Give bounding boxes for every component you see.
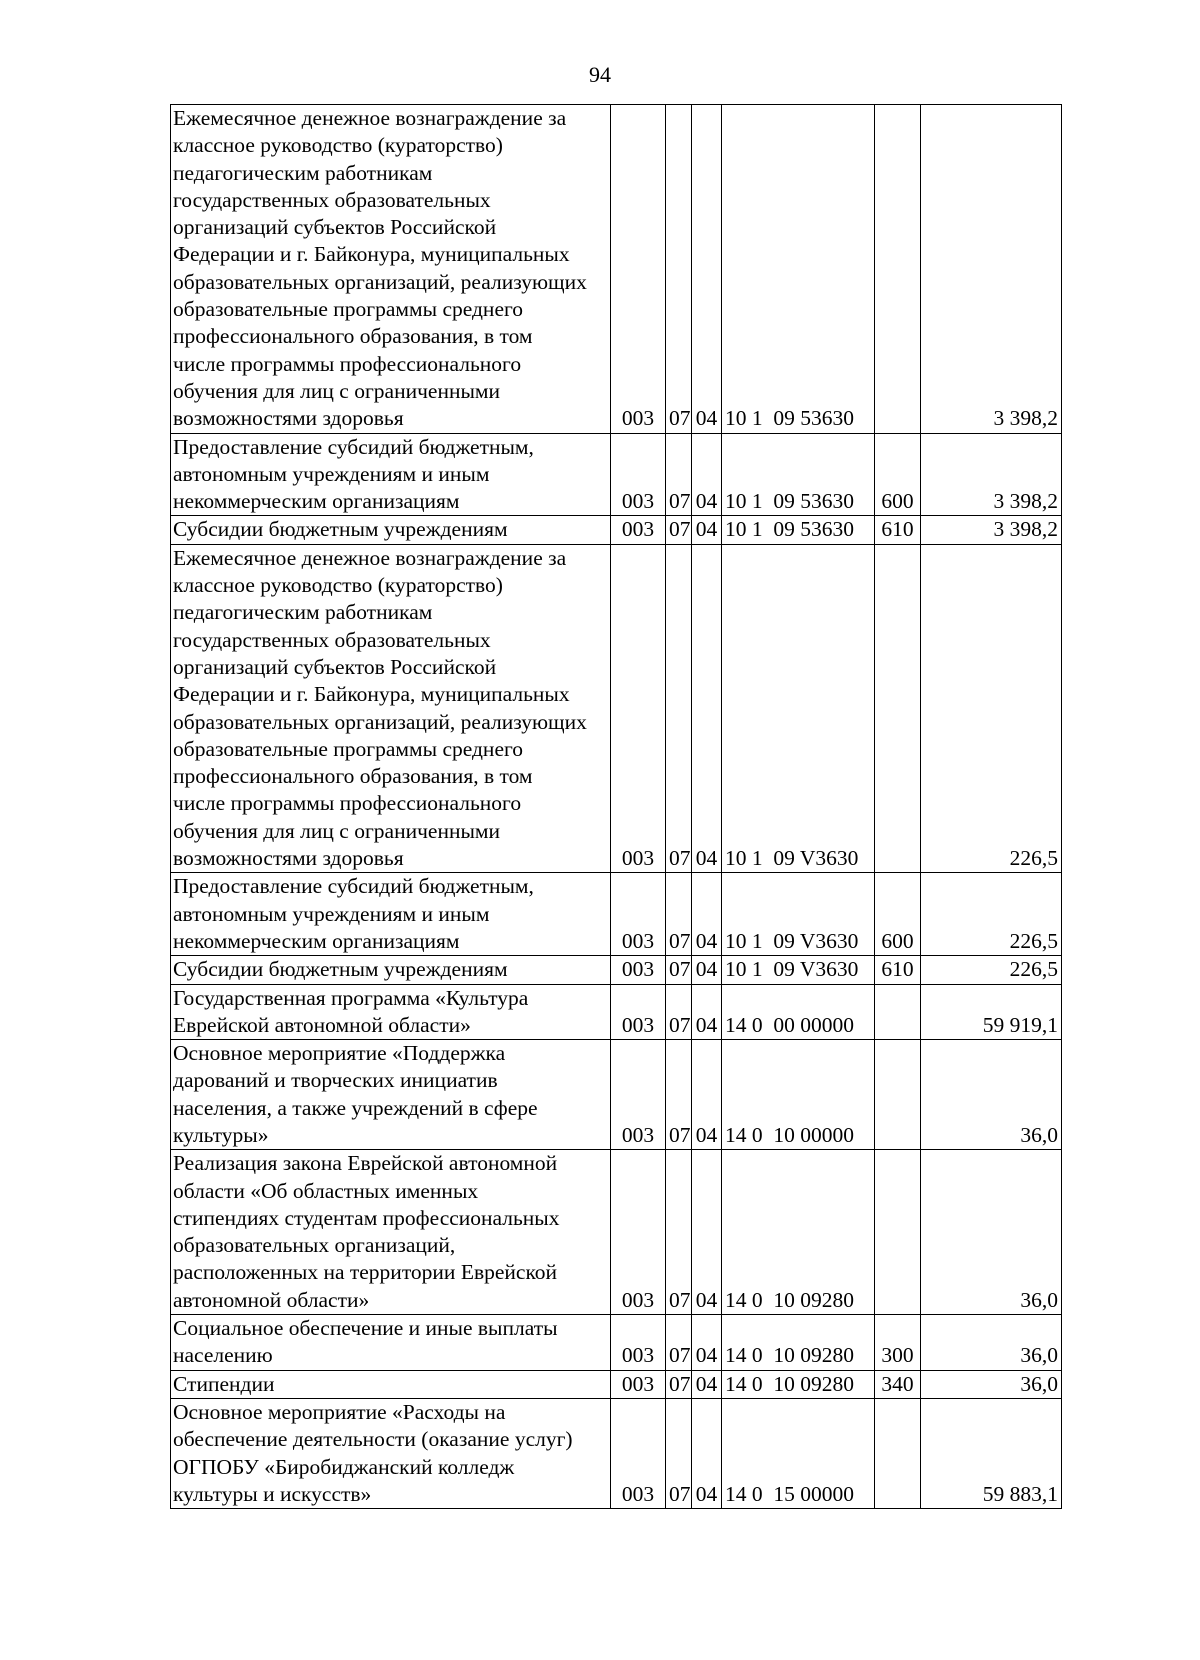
subsection-code-cell: 04 (692, 1150, 722, 1315)
table-row (171, 873, 1062, 956)
item-name-line: Еврейской автономной области» (173, 1012, 471, 1037)
section-code-cell: 07 (666, 873, 692, 956)
admin-code-cell: 003 (611, 984, 666, 1040)
item-name-line: Социальное обеспечение и иные выплаты (173, 1316, 558, 1341)
table-row (171, 516, 1062, 544)
subsection-code-cell: 04 (692, 1315, 722, 1371)
item-name-cell (171, 516, 611, 544)
section-code-cell: 07 (666, 433, 692, 516)
subsection-code-cell: 04 (692, 1040, 722, 1150)
item-name-line: Стипендии (173, 1371, 275, 1396)
item-name-line: населению (173, 1343, 273, 1368)
admin-code-cell: 003 (611, 1315, 666, 1371)
amount-cell: 226,5 (921, 544, 1062, 873)
item-name-line: Ежемесячное денежное вознаграждение за (173, 545, 567, 570)
item-name-line: Ежемесячное денежное вознаграждение за (173, 106, 567, 130)
admin-code-cell: 003 (611, 433, 666, 516)
expense-type-cell (875, 984, 921, 1040)
expense-type-cell: 610 (875, 956, 921, 984)
item-name-line: числе программы профессионального (173, 351, 522, 376)
target-article-cell: 10 1 09 V3630 (722, 873, 875, 956)
item-name-cell (171, 1315, 611, 1371)
table-row (171, 1040, 1062, 1150)
item-name-line: профессионального образования, в том (173, 764, 533, 789)
section-code-cell: 07 (666, 105, 692, 434)
item-name-line: культуры и искусств» (173, 1481, 372, 1506)
target-article-cell: 10 1 09 V3630 (722, 544, 875, 873)
amount-cell: 36,0 (921, 1315, 1062, 1371)
target-article-cell: 10 1 09 53630 (722, 433, 875, 516)
subsection-code-cell: 04 (692, 433, 722, 516)
section-code-cell: 07 (666, 544, 692, 873)
subsection-code-cell: 04 (692, 956, 722, 984)
item-name-cell (171, 984, 611, 1040)
subsection-code-cell: 04 (692, 544, 722, 873)
subsection-code-cell: 04 (692, 984, 722, 1040)
item-name-line: некоммерческим организациям (173, 928, 460, 953)
item-name-line: государственных образовательных (173, 627, 491, 652)
admin-code-cell: 003 (611, 1040, 666, 1150)
admin-code-cell: 003 (611, 1398, 666, 1508)
item-name-line: стипендиях студентам профессиональных (173, 1205, 560, 1230)
item-name-line: классное руководство (кураторство) (173, 573, 503, 598)
subsection-code-cell: 04 (692, 1398, 722, 1508)
item-name-line: Основное мероприятие «Расходы на (173, 1399, 506, 1424)
table-row (171, 1315, 1062, 1371)
expense-type-cell (875, 1150, 921, 1315)
item-name-line: возможностями здоровья (173, 406, 404, 431)
item-name-cell (171, 544, 611, 873)
item-name-line: расположенных на территории Еврейской (173, 1260, 558, 1285)
table-row (171, 1398, 1062, 1508)
item-name-line: обеспечение деятельности (оказание услуг) (173, 1427, 573, 1452)
item-name-cell (171, 1150, 611, 1315)
admin-code-cell: 003 (611, 956, 666, 984)
table-row (171, 433, 1062, 516)
table-row (171, 1150, 1062, 1315)
table-row (171, 105, 1062, 434)
item-name-line: населения, а также учреждений в сфере (173, 1095, 538, 1120)
item-name-line: организаций субъектов Российской (173, 215, 497, 240)
table-row (171, 1370, 1062, 1398)
amount-cell: 226,5 (921, 956, 1062, 984)
item-name-line: Государственная программа «Культура (173, 985, 529, 1010)
item-name-line: Предоставление субсидий бюджетным, (173, 874, 534, 899)
target-article-cell: 14 0 10 09280 (722, 1150, 875, 1315)
subsection-code-cell: 04 (692, 873, 722, 956)
expense-type-cell (875, 1398, 921, 1508)
section-code-cell: 07 (666, 956, 692, 984)
item-name-line: некоммерческим организациям (173, 489, 460, 514)
target-article-cell: 14 0 00 00000 (722, 984, 875, 1040)
amount-cell: 3 398,2 (921, 433, 1062, 516)
subsection-code-cell: 04 (692, 1370, 722, 1398)
item-name-line: ОГПОБУ «Биробиджанский колледж (173, 1454, 515, 1479)
item-name-line: обучения для лиц с ограниченными (173, 818, 501, 843)
target-article-cell: 14 0 10 09280 (722, 1315, 875, 1371)
expense-type-cell: 610 (875, 516, 921, 544)
section-code-cell: 07 (666, 1370, 692, 1398)
item-name-line: образовательные программы среднего (173, 736, 524, 761)
item-name-cell (171, 1040, 611, 1150)
admin-code-cell: 003 (611, 1150, 666, 1315)
item-name-line: образовательных организаций, (173, 1233, 456, 1258)
item-name-line: Субсидии бюджетным учреждениям (173, 517, 508, 542)
admin-code-cell: 003 (611, 873, 666, 956)
subsection-code-cell: 04 (692, 516, 722, 544)
item-name-line: профессионального образования, в том (173, 324, 533, 349)
section-code-cell: 07 (666, 1150, 692, 1315)
admin-code-cell: 003 (611, 1370, 666, 1398)
target-article-cell: 10 1 09 53630 (722, 516, 875, 544)
section-code-cell: 07 (666, 1315, 692, 1371)
item-name-line: образовательных организаций, реализующих (173, 269, 587, 294)
item-name-line: организаций субъектов Российской (173, 654, 497, 679)
item-name-cell (171, 1398, 611, 1508)
item-name-line: Реализация закона Еврейской автономной (173, 1151, 558, 1176)
item-name-line: Основное мероприятие «Поддержка (173, 1041, 506, 1066)
amount-cell: 3 398,2 (921, 105, 1062, 434)
amount-cell: 59 919,1 (921, 984, 1062, 1040)
amount-cell: 3 398,2 (921, 516, 1062, 544)
admin-code-cell: 003 (611, 544, 666, 873)
amount-cell: 36,0 (921, 1370, 1062, 1398)
item-name-line: педагогическим работникам (173, 160, 433, 185)
expense-type-cell: 340 (875, 1370, 921, 1398)
target-article-cell: 10 1 09 V3630 (722, 956, 875, 984)
item-name-line: области «Об областных именных (173, 1178, 479, 1203)
expense-type-cell: 600 (875, 873, 921, 956)
item-name-line: классное руководство (кураторство) (173, 133, 503, 158)
expense-type-cell (875, 544, 921, 873)
expense-type-cell: 600 (875, 433, 921, 516)
budget-table (170, 104, 1062, 1509)
item-name-cell (171, 105, 611, 434)
item-name-line: числе программы профессионального (173, 791, 522, 816)
item-name-line: Федерации и г. Байконура, муниципальных (173, 242, 570, 267)
item-name-line: дарований и творческих инициатив (173, 1068, 498, 1093)
amount-cell: 226,5 (921, 873, 1062, 956)
item-name-line: государственных образовательных (173, 187, 491, 212)
section-code-cell: 07 (666, 984, 692, 1040)
target-article-cell: 14 0 10 09280 (722, 1370, 875, 1398)
subsection-code-cell: 04 (692, 105, 722, 434)
item-name-line: Предоставление субсидий бюджетным, (173, 434, 534, 459)
expense-type-cell (875, 105, 921, 434)
item-name-cell (171, 873, 611, 956)
page-number: 94 (589, 62, 611, 87)
target-article-cell: 10 1 09 53630 (722, 105, 875, 434)
item-name-line: образовательные программы среднего (173, 297, 524, 322)
section-code-cell: 07 (666, 516, 692, 544)
amount-cell: 36,0 (921, 1150, 1062, 1315)
table-row (171, 984, 1062, 1040)
item-name-cell (171, 1370, 611, 1398)
item-name-line: Субсидии бюджетным учреждениям (173, 957, 508, 982)
table-row (171, 956, 1062, 984)
table-row (171, 544, 1062, 873)
amount-cell: 59 883,1 (921, 1398, 1062, 1508)
amount-cell: 36,0 (921, 1040, 1062, 1150)
expense-type-cell: 300 (875, 1315, 921, 1371)
budget-table-body (171, 105, 1062, 1509)
item-name-line: образовательных организаций, реализующих (173, 709, 587, 734)
item-name-line: автономным учреждениям и иным (173, 461, 490, 486)
item-name-line: обучения для лиц с ограниченными (173, 378, 501, 403)
admin-code-cell: 003 (611, 516, 666, 544)
expense-type-cell (875, 1040, 921, 1150)
item-name-cell (171, 956, 611, 984)
item-name-line: культуры» (173, 1122, 269, 1147)
section-code-cell: 07 (666, 1040, 692, 1150)
target-article-cell: 14 0 10 00000 (722, 1040, 875, 1150)
target-article-cell: 14 0 15 00000 (722, 1398, 875, 1508)
item-name-line: Федерации и г. Байконура, муниципальных (173, 682, 570, 707)
item-name-cell (171, 433, 611, 516)
item-name-line: автономным учреждениям и иным (173, 901, 490, 926)
admin-code-cell: 003 (611, 105, 666, 434)
section-code-cell: 07 (666, 1398, 692, 1508)
item-name-line: автономной области» (173, 1287, 370, 1312)
item-name-line: возможностями здоровья (173, 846, 404, 871)
item-name-line: педагогическим работникам (173, 600, 433, 625)
